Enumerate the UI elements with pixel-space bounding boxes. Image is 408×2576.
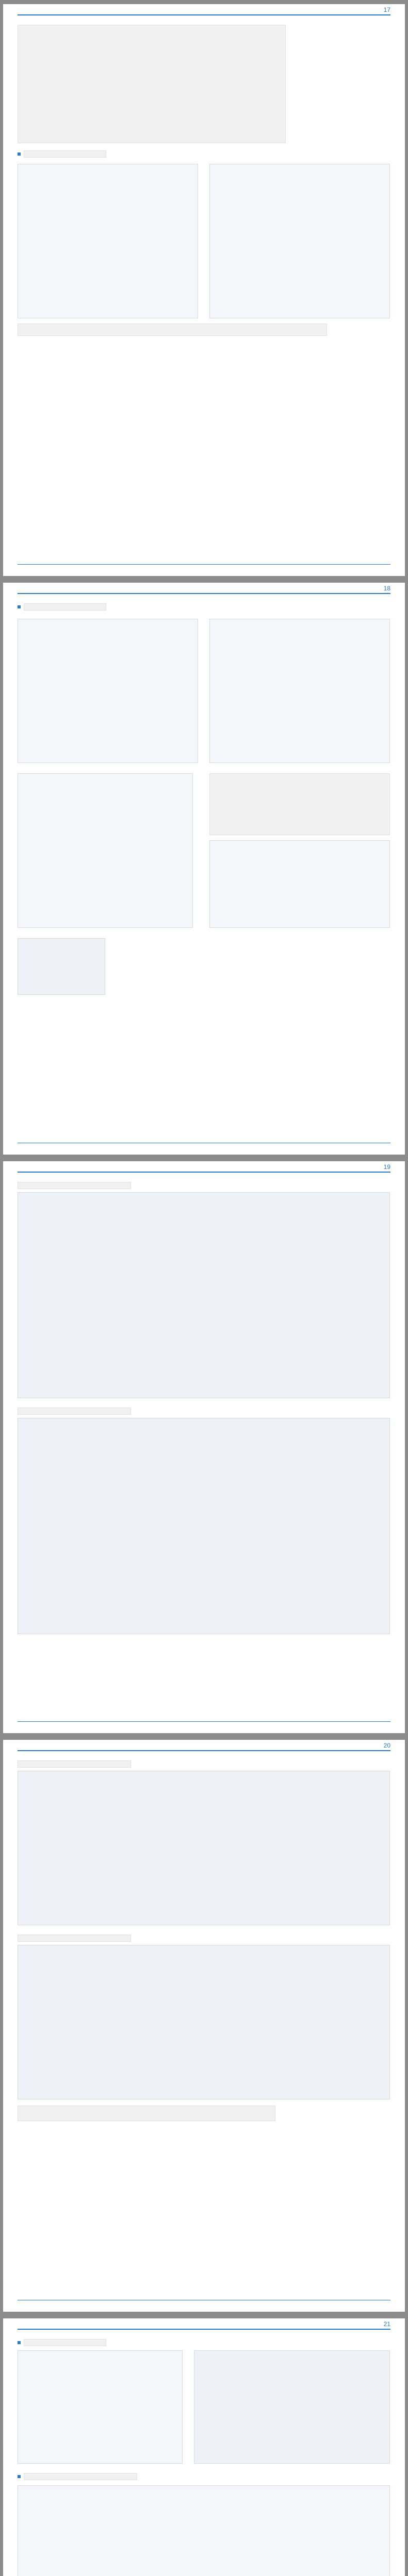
header-rule bbox=[18, 1172, 390, 1173]
section-heading bbox=[24, 150, 106, 158]
page-number: 17 bbox=[383, 6, 390, 13]
data-table bbox=[18, 1418, 390, 1634]
transmitter-drawing bbox=[18, 164, 198, 318]
table-caption bbox=[18, 1760, 131, 1768]
section-heading bbox=[24, 603, 106, 611]
page-number: 19 bbox=[383, 1163, 390, 1171]
terminal-drawing bbox=[18, 2350, 183, 2464]
dimensional-drawing bbox=[18, 619, 198, 763]
header-rule bbox=[18, 1750, 390, 1751]
section-heading bbox=[24, 2339, 106, 2346]
page-18 bbox=[3, 583, 405, 1155]
page-number: 18 bbox=[383, 585, 390, 592]
page-21 bbox=[3, 2318, 405, 2576]
header-rule bbox=[18, 2329, 390, 2330]
wiring-table bbox=[194, 2350, 390, 2464]
table-caption bbox=[18, 1935, 131, 1942]
section-bullet-icon bbox=[18, 152, 21, 156]
section-bullet-icon bbox=[18, 2341, 21, 2344]
dimensional-drawing bbox=[209, 619, 390, 763]
data-table bbox=[18, 1192, 390, 1398]
data-table bbox=[18, 1945, 390, 2099]
footer-rule bbox=[18, 564, 390, 565]
detail-drawing bbox=[209, 840, 390, 928]
notes-text-block bbox=[209, 773, 390, 835]
table-caption bbox=[18, 1182, 131, 1189]
figure-note bbox=[18, 324, 327, 336]
section-heading bbox=[24, 2473, 137, 2480]
header-rule bbox=[18, 14, 390, 15]
section-bullet-icon bbox=[18, 2475, 21, 2478]
page-17 bbox=[3, 4, 405, 576]
notes-text-block bbox=[18, 25, 286, 143]
header-rule bbox=[18, 593, 390, 594]
transmitter-drawing bbox=[209, 164, 390, 318]
page-number: 21 bbox=[383, 2320, 390, 2328]
table-caption bbox=[18, 1408, 131, 1415]
data-table bbox=[18, 1771, 390, 1925]
data-table bbox=[18, 938, 105, 995]
footer-rule bbox=[18, 1721, 390, 1722]
page-20 bbox=[3, 1740, 405, 2312]
page-number: 20 bbox=[383, 1742, 390, 1749]
section-bullet-icon bbox=[18, 605, 21, 608]
dimensional-drawing bbox=[18, 773, 193, 928]
page-19 bbox=[3, 1161, 405, 1733]
wiring-diagram bbox=[18, 2485, 390, 2576]
table-note bbox=[18, 2106, 275, 2121]
